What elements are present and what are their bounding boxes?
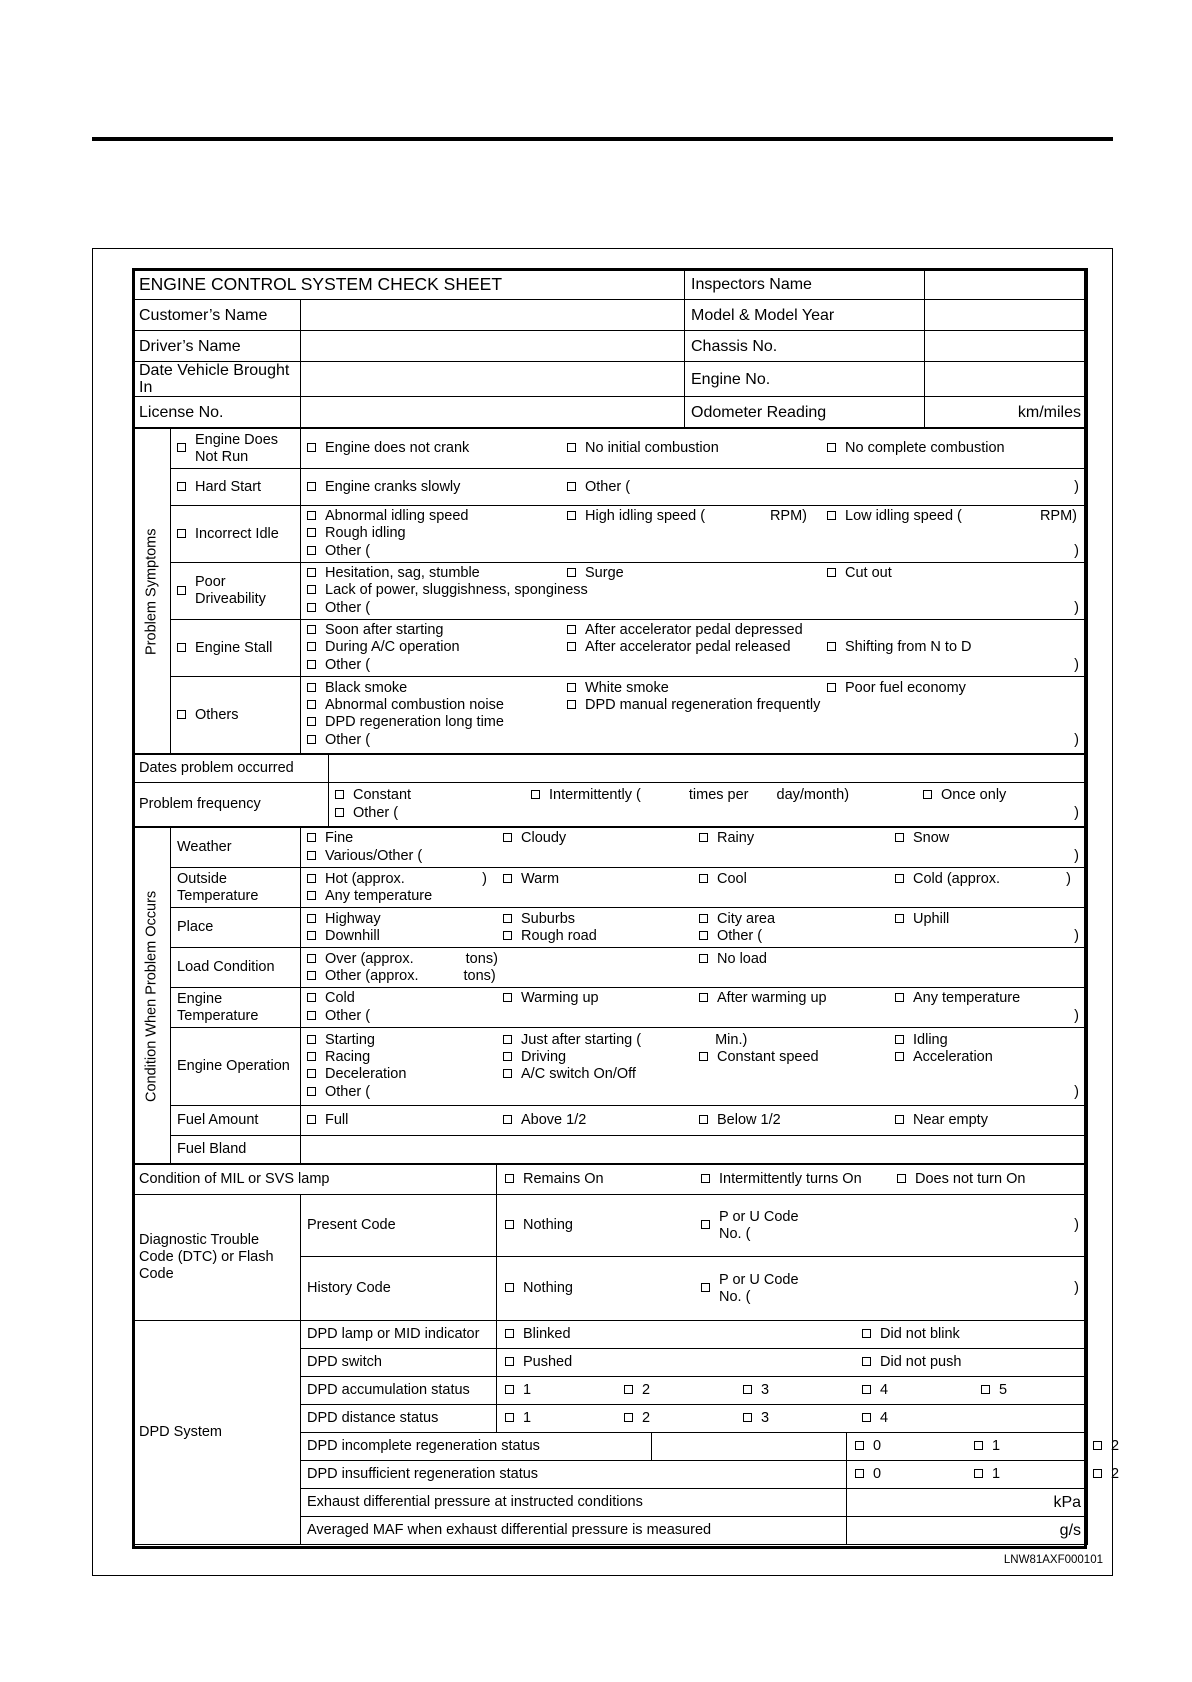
checkbox-icon[interactable] — [567, 683, 576, 692]
option[interactable]: Shifting from N to D — [827, 639, 1081, 656]
checkbox-icon[interactable] — [307, 511, 316, 520]
option[interactable]: 4 — [862, 1382, 981, 1399]
option[interactable]: Lack of power, sluggishness, sponginess — [307, 582, 1081, 599]
option[interactable]: Hesitation, sag, stumble — [307, 565, 567, 582]
checkbox-icon[interactable] — [923, 790, 932, 799]
checkbox-icon[interactable] — [177, 586, 186, 595]
option[interactable]: Rough idling — [307, 525, 1081, 542]
option[interactable]: Intermittently turns On — [701, 1171, 897, 1188]
conditions-table — [132, 827, 1088, 1164]
option[interactable]: No complete combustion — [827, 440, 1081, 457]
option[interactable]: Other ( ) — [307, 599, 1081, 618]
option[interactable]: Hot (approx. ) — [307, 871, 503, 888]
option[interactable]: Constant speed — [699, 1049, 895, 1066]
checkbox-icon[interactable] — [895, 993, 904, 1002]
checkbox-icon[interactable] — [177, 529, 186, 538]
place-label: Place — [171, 908, 301, 948]
option[interactable]: Nothing — [505, 1217, 701, 1234]
maf-field[interactable] — [847, 1517, 1088, 1545]
checkbox-icon[interactable] — [699, 954, 708, 963]
option[interactable]: Poor fuel economy — [827, 680, 1081, 697]
checkbox-icon[interactable] — [505, 1220, 514, 1229]
option[interactable]: Other ( ) — [567, 479, 1081, 496]
checkbox-icon[interactable] — [177, 710, 186, 719]
option[interactable]: During A/C operation — [307, 639, 567, 656]
header-row — [133, 362, 1088, 397]
checkbox-icon[interactable] — [307, 1087, 316, 1096]
option[interactable]: 1 — [505, 1410, 624, 1427]
date-in-label: Date Vehicle Brought In — [133, 362, 301, 397]
checkbox-icon[interactable] — [974, 1469, 983, 1478]
option[interactable]: Does not turn On — [897, 1171, 1081, 1188]
option[interactable]: Abnormal idling speed — [307, 508, 567, 525]
checkbox-icon[interactable] — [701, 1174, 710, 1183]
dpd-insufficient-label: DPD insufficient regeneration status — [307, 1466, 539, 1482]
option[interactable]: Did not blink — [862, 1326, 1081, 1343]
option[interactable]: Snow — [895, 830, 1081, 847]
option[interactable]: Cold — [307, 990, 503, 1007]
checkbox-icon[interactable] — [307, 603, 316, 612]
checkbox-icon[interactable] — [855, 1469, 864, 1478]
check-sheet — [132, 268, 1120, 1549]
checkbox-icon[interactable] — [307, 443, 316, 452]
checkbox-icon[interactable] — [897, 1174, 906, 1183]
option[interactable]: Racing — [307, 1049, 503, 1066]
option[interactable]: 1 — [974, 1438, 1093, 1455]
checkbox-icon[interactable] — [503, 914, 512, 923]
not-run-label: Not Run — [195, 448, 249, 465]
option[interactable]: Warm — [503, 871, 699, 888]
checkbox-icon[interactable] — [505, 1413, 514, 1422]
dpd-switch-label: DPD switch — [301, 1349, 497, 1377]
header-row — [133, 331, 1088, 362]
checkbox-icon[interactable] — [827, 683, 836, 692]
conditions-group-label: Condition When Problem Occurs — [133, 828, 171, 1164]
checkbox-icon[interactable] — [307, 585, 316, 594]
option[interactable]: 0 — [855, 1438, 974, 1455]
option[interactable]: DPD manual regeneration frequently — [567, 697, 1081, 714]
engine-no-field[interactable] — [925, 362, 1088, 397]
check-sheet-table — [132, 268, 1088, 428]
checkbox-icon[interactable] — [531, 790, 540, 799]
option[interactable]: A/C switch On/Off — [503, 1066, 1081, 1083]
option[interactable]: Other ( ) — [307, 1007, 1081, 1026]
checkbox-icon[interactable] — [505, 1174, 514, 1183]
checkbox-icon[interactable] — [335, 808, 344, 817]
checkbox-icon[interactable] — [895, 874, 904, 883]
option[interactable]: 2 — [1093, 1466, 1119, 1483]
header-row — [133, 397, 1088, 428]
checkbox-icon[interactable] — [335, 790, 344, 799]
option[interactable]: Starting — [307, 1032, 503, 1049]
checkbox-icon[interactable] — [307, 568, 316, 577]
option[interactable]: Cool — [699, 871, 895, 888]
header-row — [133, 269, 1088, 300]
checkbox-icon[interactable] — [827, 443, 836, 452]
option[interactable]: Surge — [567, 565, 827, 582]
checkbox-icon[interactable] — [307, 891, 316, 900]
option[interactable]: No initial combustion — [567, 440, 827, 457]
option[interactable]: Other ( ) — [307, 542, 1081, 561]
option[interactable]: Any temperature — [895, 990, 1081, 1007]
option[interactable]: Suburbs — [503, 911, 699, 928]
sheet-title: ENGINE CONTROL SYSTEM CHECK SHEET — [133, 269, 685, 300]
option[interactable]: Other (approx. tons) — [307, 968, 1081, 985]
engine-operation-label: Engine Operation — [171, 1028, 301, 1106]
checkbox-icon[interactable] — [699, 914, 708, 923]
checkbox-icon[interactable] — [895, 1035, 904, 1044]
option[interactable]: Pushed — [505, 1354, 862, 1371]
option[interactable]: Below 1/2 — [699, 1112, 895, 1129]
option[interactable]: 2 — [624, 1382, 743, 1399]
option[interactable]: Uphill — [895, 911, 1081, 928]
checkbox-icon[interactable] — [503, 874, 512, 883]
checkbox-icon[interactable] — [567, 625, 576, 634]
checkbox-icon[interactable] — [503, 1069, 512, 1078]
option[interactable]: Rough road — [503, 928, 699, 945]
maf-unit: g/s — [1059, 1521, 1082, 1539]
engine-no-label: Engine No. — [685, 362, 925, 397]
option[interactable]: Other ( ) — [699, 928, 1081, 945]
checkbox-icon[interactable] — [699, 833, 708, 842]
checkbox-icon[interactable] — [743, 1385, 752, 1394]
option[interactable]: Deceleration — [307, 1066, 503, 1083]
dpd-lamp-label: DPD lamp or MID indicator — [301, 1321, 497, 1349]
checkbox-icon[interactable] — [307, 717, 316, 726]
option[interactable]: P or U Code No. ( ) — [701, 1209, 1081, 1243]
checkbox-icon[interactable] — [503, 1115, 512, 1124]
option[interactable]: Any temperature — [307, 888, 1081, 905]
dtc-label: Diagnostic Trouble Code (DTC) or Flash Code — [133, 1195, 301, 1321]
driver-label: Driver’s Name — [133, 331, 301, 362]
checkbox-icon[interactable] — [1093, 1441, 1102, 1450]
checkbox-icon[interactable] — [743, 1413, 752, 1422]
exhaust-field[interactable] — [847, 1489, 1088, 1517]
checkbox-icon[interactable] — [505, 1357, 514, 1366]
customer-label: Customer’s Name — [133, 300, 301, 331]
symptom-others[interactable]: Others — [171, 677, 301, 754]
symptom-hard-start[interactable]: Hard Start — [171, 469, 301, 506]
checkbox-icon[interactable] — [177, 482, 186, 491]
option[interactable]: Engine cranks slowly — [307, 479, 567, 496]
odometer-field[interactable] — [925, 397, 1088, 428]
option[interactable]: Other ( ) — [307, 1083, 1081, 1102]
checkbox-icon[interactable] — [307, 1011, 316, 1020]
checkbox-icon[interactable] — [505, 1283, 514, 1292]
option[interactable]: White smoke — [567, 680, 827, 697]
checkbox-icon[interactable] — [307, 660, 316, 669]
date-in-field[interactable] — [301, 362, 685, 397]
checkbox-icon[interactable] — [567, 443, 576, 452]
option[interactable]: Nothing — [505, 1280, 701, 1297]
option[interactable]: Abnormal combustion noise — [307, 697, 567, 714]
option[interactable]: Above 1/2 — [503, 1112, 699, 1129]
option[interactable]: Highway — [307, 911, 503, 928]
checkbox-icon[interactable] — [307, 914, 316, 923]
checkbox-icon[interactable] — [307, 971, 316, 980]
checkbox-icon[interactable] — [699, 1052, 708, 1061]
symptom-incorrect-idle[interactable]: Incorrect Idle — [171, 506, 301, 563]
checkbox-icon[interactable] — [307, 874, 316, 883]
checkbox-icon[interactable] — [503, 993, 512, 1002]
figure-id: LNW81AXF000101 — [1003, 1554, 1103, 1566]
model-field[interactable] — [925, 300, 1088, 331]
license-field[interactable] — [301, 397, 685, 428]
option[interactable]: Acceleration — [895, 1049, 1081, 1066]
checkbox-icon[interactable] — [503, 1035, 512, 1044]
option[interactable]: Idling — [895, 1032, 1081, 1049]
symptom-not-run[interactable] — [171, 429, 301, 469]
checkbox-icon[interactable] — [307, 1069, 316, 1078]
checkbox-icon[interactable] — [624, 1385, 633, 1394]
checkbox-icon[interactable] — [567, 568, 576, 577]
checkbox-icon[interactable] — [895, 833, 904, 842]
checkbox-icon[interactable] — [567, 700, 576, 709]
option[interactable]: 4 — [862, 1410, 981, 1427]
dpd-distance-label: DPD distance status — [301, 1405, 497, 1433]
option[interactable]: Cloudy — [503, 830, 699, 847]
option[interactable]: After accelerator pedal released — [567, 639, 827, 656]
checkbox-icon[interactable] — [974, 1441, 983, 1450]
option[interactable]: City area — [699, 911, 895, 928]
checkbox-icon[interactable] — [307, 700, 316, 709]
option[interactable]: 0 — [855, 1466, 974, 1483]
checkbox-icon[interactable] — [862, 1413, 871, 1422]
load-label: Load Condition — [171, 948, 301, 988]
inspector-label: Inspectors Name — [685, 269, 925, 300]
customer-field[interactable] — [301, 300, 685, 331]
option[interactable]: After warming up — [699, 990, 895, 1007]
checkbox-icon[interactable] — [699, 874, 708, 883]
option[interactable]: No load — [699, 951, 1081, 968]
option[interactable]: 2 — [1093, 1438, 1119, 1455]
checkbox-icon[interactable] — [567, 511, 576, 520]
option[interactable]: Driving — [503, 1049, 699, 1066]
checkbox-icon[interactable] — [981, 1385, 990, 1394]
checkbox-icon[interactable] — [307, 546, 316, 555]
engine-temp-label: Engine Temperature — [171, 988, 301, 1028]
checkbox-icon[interactable] — [827, 642, 836, 651]
option[interactable]: P or U Code No. ( ) — [701, 1272, 1081, 1306]
exhaust-unit: kPa — [1053, 1493, 1082, 1511]
checkbox-icon[interactable] — [307, 642, 316, 651]
checkbox-icon[interactable] — [895, 1115, 904, 1124]
checkbox-icon[interactable] — [505, 1385, 514, 1394]
driver-field[interactable] — [301, 331, 685, 362]
checkbox-icon[interactable] — [827, 568, 836, 577]
checkbox-icon[interactable] — [505, 1329, 514, 1338]
checkbox-icon[interactable] — [624, 1413, 633, 1422]
option[interactable]: After accelerator pedal depressed — [567, 622, 1081, 639]
option[interactable]: Constant — [335, 787, 531, 804]
option[interactable]: Did not push — [862, 1354, 1081, 1371]
option[interactable]: 2 — [624, 1410, 743, 1427]
checkbox-icon[interactable] — [862, 1329, 871, 1338]
not-run-label: Engine Does — [195, 431, 279, 448]
dpd-label: DPD System — [133, 1321, 301, 1545]
checkbox-icon[interactable] — [701, 1220, 710, 1229]
checkbox-icon[interactable] — [307, 993, 316, 1002]
checkbox-icon[interactable] — [895, 914, 904, 923]
checkbox-icon[interactable] — [307, 528, 316, 537]
checkbox-icon[interactable] — [699, 931, 708, 940]
dtc-dpd-table — [132, 1164, 1120, 1545]
dates-field[interactable] — [329, 755, 1088, 783]
symptoms-group-label: Problem Symptoms — [133, 429, 171, 754]
option[interactable]: Other ( ) — [335, 804, 1081, 823]
model-label: Model & Model Year — [685, 300, 925, 331]
mil-label: Condition of MIL or SVS lamp — [133, 1165, 497, 1195]
checkbox-icon[interactable] — [701, 1283, 710, 1292]
chassis-label: Chassis No. — [685, 331, 925, 362]
checkbox-icon[interactable] — [177, 443, 186, 452]
dpd-accumulation-label: DPD accumulation status — [301, 1377, 497, 1405]
outside-temp-label: Outside Temperature — [171, 868, 301, 908]
odometer-unit: km/miles — [1017, 403, 1081, 421]
checkbox-icon[interactable] — [307, 833, 316, 842]
checkbox-icon[interactable] — [699, 993, 708, 1002]
dpd-incomplete-label: DPD incomplete regeneration status — [307, 1438, 540, 1454]
header-row — [133, 300, 1088, 331]
checkbox-icon[interactable] — [567, 642, 576, 651]
checkbox-icon[interactable] — [307, 931, 316, 940]
checkbox-icon[interactable] — [307, 1035, 316, 1044]
option[interactable]: Intermittently ( times per day/month) — [531, 787, 923, 804]
option[interactable]: DPD regeneration long time — [307, 714, 1081, 731]
option[interactable]: Over (approx. tons) — [307, 951, 699, 968]
checkbox-icon[interactable] — [503, 1052, 512, 1061]
checkbox-icon[interactable] — [307, 1052, 316, 1061]
exhaust-label: Exhaust differential pressure at instructed conditions — [301, 1489, 847, 1517]
checkbox-icon[interactable] — [307, 683, 316, 692]
checkbox-icon[interactable] — [503, 931, 512, 940]
option[interactable]: Once only — [923, 787, 1081, 804]
option[interactable]: Cold (approx. ) — [895, 871, 1081, 888]
checkbox-icon[interactable] — [503, 833, 512, 842]
frequency-label: Problem frequency — [133, 783, 329, 827]
present-code-label: Present Code — [301, 1195, 497, 1257]
option[interactable]: Blinked — [505, 1326, 862, 1343]
checkbox-icon[interactable] — [895, 1052, 904, 1061]
checkbox-icon[interactable] — [307, 954, 316, 963]
option[interactable]: Rainy — [699, 830, 895, 847]
history-code-label: History Code — [301, 1257, 497, 1321]
checkbox-icon[interactable] — [827, 511, 836, 520]
odometer-label: Odometer Reading — [685, 397, 925, 428]
option[interactable]: High idling speed ( RPM) — [567, 508, 827, 525]
option[interactable]: 5 — [981, 1382, 1081, 1399]
symptoms-table — [132, 428, 1088, 754]
checkbox-icon[interactable] — [1093, 1469, 1102, 1478]
license-label: License No. — [133, 397, 301, 428]
option[interactable]: Other ( ) — [307, 656, 1081, 675]
option[interactable]: 1 — [974, 1466, 1093, 1483]
fuel-bland-label: Fuel Bland — [171, 1136, 301, 1164]
checkbox-icon[interactable] — [699, 1115, 708, 1124]
option[interactable]: Various/Other ( ) — [307, 847, 1081, 866]
inspector-field[interactable] — [925, 269, 1088, 300]
option[interactable]: 3 — [743, 1382, 862, 1399]
dpd-incomplete-row — [301, 1433, 847, 1461]
option[interactable]: Downhill — [307, 928, 503, 945]
chassis-field[interactable] — [925, 331, 1088, 362]
option[interactable]: Fine — [307, 830, 503, 847]
checkbox-icon[interactable] — [862, 1357, 871, 1366]
symptom-poor-driveability[interactable]: Poor Driveability — [171, 563, 301, 620]
option[interactable]: Full — [307, 1112, 503, 1129]
option[interactable]: Remains On — [505, 1171, 701, 1188]
weather-label: Weather — [171, 828, 301, 868]
fuel-bland-field[interactable] — [301, 1136, 1088, 1164]
option[interactable]: Engine does not crank — [307, 440, 567, 457]
option[interactable]: Warming up — [503, 990, 699, 1007]
page-top-rule — [92, 137, 1113, 141]
frequency-table — [132, 754, 1088, 827]
checkbox-icon[interactable] — [567, 482, 576, 491]
checkbox-icon[interactable] — [307, 1115, 316, 1124]
checkbox-icon[interactable] — [307, 851, 316, 860]
fuel-amount-label: Fuel Amount — [171, 1106, 301, 1136]
maf-label: Averaged MAF when exhaust differential pressure is measured — [301, 1517, 847, 1545]
symptom-engine-stall[interactable]: Engine Stall — [171, 620, 301, 677]
option[interactable]: 3 — [743, 1410, 862, 1427]
dates-label: Dates problem occurred — [133, 755, 329, 783]
checkbox-icon[interactable] — [855, 1441, 864, 1450]
option[interactable]: Near empty — [895, 1112, 1081, 1129]
option[interactable]: Other ( ) — [307, 731, 1081, 750]
checkbox-icon[interactable] — [862, 1385, 871, 1394]
checkbox-icon[interactable] — [307, 625, 316, 634]
option[interactable]: 1 — [505, 1382, 624, 1399]
dpd-insufficient-row — [301, 1461, 847, 1489]
checkbox-icon[interactable] — [307, 735, 316, 744]
checkbox-icon[interactable] — [307, 482, 316, 491]
option[interactable]: Soon after starting — [307, 622, 567, 639]
checkbox-icon[interactable] — [177, 643, 186, 652]
option[interactable]: Cut out — [827, 565, 1081, 582]
option[interactable]: Black smoke — [307, 680, 567, 697]
option[interactable]: Just after starting ( Min.) — [503, 1032, 895, 1049]
option[interactable]: Low idling speed ( RPM) — [827, 508, 1081, 525]
